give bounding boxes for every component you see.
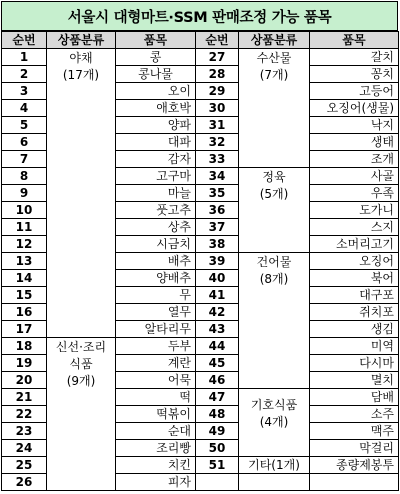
category-name: 야채: [69, 51, 93, 65]
item-name: 콩나물: [116, 66, 196, 83]
item-name: 마늘: [116, 185, 196, 202]
item-name: 다시마: [310, 355, 399, 372]
row-number: 6: [2, 134, 47, 151]
item-name: 갈치: [310, 49, 399, 66]
item-name: 소주: [310, 406, 399, 423]
row-number: 14: [2, 270, 47, 287]
row-number: 17: [2, 321, 47, 338]
item-name: 종량제봉투: [310, 457, 399, 474]
row-number: 5: [2, 117, 47, 134]
category-cell-vegetables: [47, 49, 116, 338]
row-number: 48: [196, 406, 239, 423]
row-number: 30: [196, 100, 239, 117]
category-count: (17개): [62, 68, 100, 82]
row-number: 1: [2, 49, 47, 66]
product-table: [1, 31, 399, 491]
header-item-right: 품목: [310, 32, 399, 49]
item-name: 막걸리: [310, 440, 399, 457]
row-number: 25: [2, 457, 47, 474]
header-item-left: 품목: [116, 32, 196, 49]
row-number: 22: [2, 406, 47, 423]
category-name: 건어물: [256, 255, 292, 269]
row-number: 31: [196, 117, 239, 134]
item-name: 떡볶이: [116, 406, 196, 423]
category-cell-other: 기타(1개): [239, 457, 310, 474]
row-number: 33: [196, 151, 239, 168]
item-name: 무: [116, 287, 196, 304]
item-name: 꽁치: [310, 66, 399, 83]
category-cell-luxury-goods: [239, 389, 310, 457]
item-name: 풋고추: [116, 202, 196, 219]
item-name: 조개: [310, 151, 399, 168]
product-table-sheet: [1, 1, 398, 491]
row-number: 32: [196, 134, 239, 151]
category-count: (8개): [259, 272, 289, 286]
row-number: 15: [2, 287, 47, 304]
row-number: 40: [196, 270, 239, 287]
item-name: 어묵: [116, 372, 196, 389]
item-name: 고구마: [116, 168, 196, 185]
item-name: 조리빵: [116, 440, 196, 457]
row-number: 44: [196, 338, 239, 355]
category-count: (7개): [259, 68, 289, 82]
item-name: 감자: [116, 151, 196, 168]
category-name: 정육: [262, 170, 286, 184]
header-number-left: 순번: [2, 32, 47, 49]
item-name: 상추: [116, 219, 196, 236]
item-name: 생태: [310, 134, 399, 151]
item-name: 우족: [310, 185, 399, 202]
row-number: 29: [196, 83, 239, 100]
table-title: 서울시 대형마트·SSM 판매조정 가능 품목: [1, 1, 398, 31]
item-name: 대파: [116, 134, 196, 151]
item-name: 오징어: [310, 253, 399, 270]
category-count: (9개): [66, 374, 96, 388]
item-name: 멸치: [310, 372, 399, 389]
item-name: 양파: [116, 117, 196, 134]
row-number: 51: [196, 457, 239, 474]
row-number: 10: [2, 202, 47, 219]
category-name: 수산물: [256, 51, 292, 65]
row-number: 21: [2, 389, 47, 406]
item-name: 대구포: [310, 287, 399, 304]
table-row: [2, 49, 399, 66]
item-name: 쥐치포: [310, 304, 399, 321]
row-number: 28: [196, 66, 239, 83]
row-number: 12: [2, 236, 47, 253]
item-name: 고등어: [310, 83, 399, 100]
row-number: 18: [2, 338, 47, 355]
empty-cell: [239, 474, 310, 491]
item-name: 오이: [116, 83, 196, 100]
item-name: 도가니: [310, 202, 399, 219]
item-name: 소머리고기: [310, 236, 399, 253]
row-number: 45: [196, 355, 239, 372]
category-count: (4개): [259, 415, 289, 429]
row-number: 19: [2, 355, 47, 372]
row-number: 36: [196, 202, 239, 219]
row-number: 41: [196, 287, 239, 304]
row-number: 43: [196, 321, 239, 338]
row-number: 42: [196, 304, 239, 321]
item-name: 피자: [116, 474, 196, 491]
item-name: 맥주: [310, 423, 399, 440]
empty-cell: [310, 474, 399, 491]
item-name: 생김: [310, 321, 399, 338]
category-count: (5개): [259, 187, 289, 201]
category-name: 기호식품: [250, 398, 298, 412]
category-name-line2: 식품: [69, 357, 93, 371]
item-name: 열무: [116, 304, 196, 321]
category-name: 신선·조리: [55, 340, 107, 354]
category-cell-seafood: [239, 49, 310, 168]
item-name: 북어: [310, 270, 399, 287]
item-name: 치킨: [116, 457, 196, 474]
item-name: 애호박: [116, 100, 196, 117]
row-number: 35: [196, 185, 239, 202]
item-name: 담배: [310, 389, 399, 406]
item-name: 배추: [116, 253, 196, 270]
row-number: 9: [2, 185, 47, 202]
row-number: 49: [196, 423, 239, 440]
category-cell-meat: [239, 168, 310, 253]
item-name: 스지: [310, 219, 399, 236]
row-number: 4: [2, 100, 47, 117]
row-number: 47: [196, 389, 239, 406]
header-category-left: 상품분류: [47, 32, 116, 49]
item-name: 오징어(생물): [310, 100, 399, 117]
item-name: 시금치: [116, 236, 196, 253]
row-number: 24: [2, 440, 47, 457]
row-number: 11: [2, 219, 47, 236]
header-number-right: 순번: [196, 32, 239, 49]
item-name: 미역: [310, 338, 399, 355]
item-name: 떡: [116, 389, 196, 406]
row-number: 16: [2, 304, 47, 321]
row-number: 26: [2, 474, 47, 491]
row-number: 8: [2, 168, 47, 185]
row-number: 13: [2, 253, 47, 270]
item-name: 콩: [116, 49, 196, 66]
row-number: 3: [2, 83, 47, 100]
row-number: 46: [196, 372, 239, 389]
row-number: 37: [196, 219, 239, 236]
category-cell-dried-seafood: [239, 253, 310, 389]
empty-cell: [196, 474, 239, 491]
row-number: 38: [196, 236, 239, 253]
item-name: 계란: [116, 355, 196, 372]
item-name: 사골: [310, 168, 399, 185]
item-name: 순대: [116, 423, 196, 440]
table-row: [2, 338, 399, 355]
row-number: 27: [196, 49, 239, 66]
header-category-right: 상품분류: [239, 32, 310, 49]
item-name: 낙지: [310, 117, 399, 134]
item-name: 두부: [116, 338, 196, 355]
row-number: 2: [2, 66, 47, 83]
row-number: 39: [196, 253, 239, 270]
header-row: [2, 32, 399, 49]
category-cell-fresh-prepared: [47, 338, 116, 491]
row-number: 23: [2, 423, 47, 440]
item-name: 양배추: [116, 270, 196, 287]
row-number: 7: [2, 151, 47, 168]
row-number: 34: [196, 168, 239, 185]
row-number: 50: [196, 440, 239, 457]
item-name: 알타리무: [116, 321, 196, 338]
row-number: 20: [2, 372, 47, 389]
